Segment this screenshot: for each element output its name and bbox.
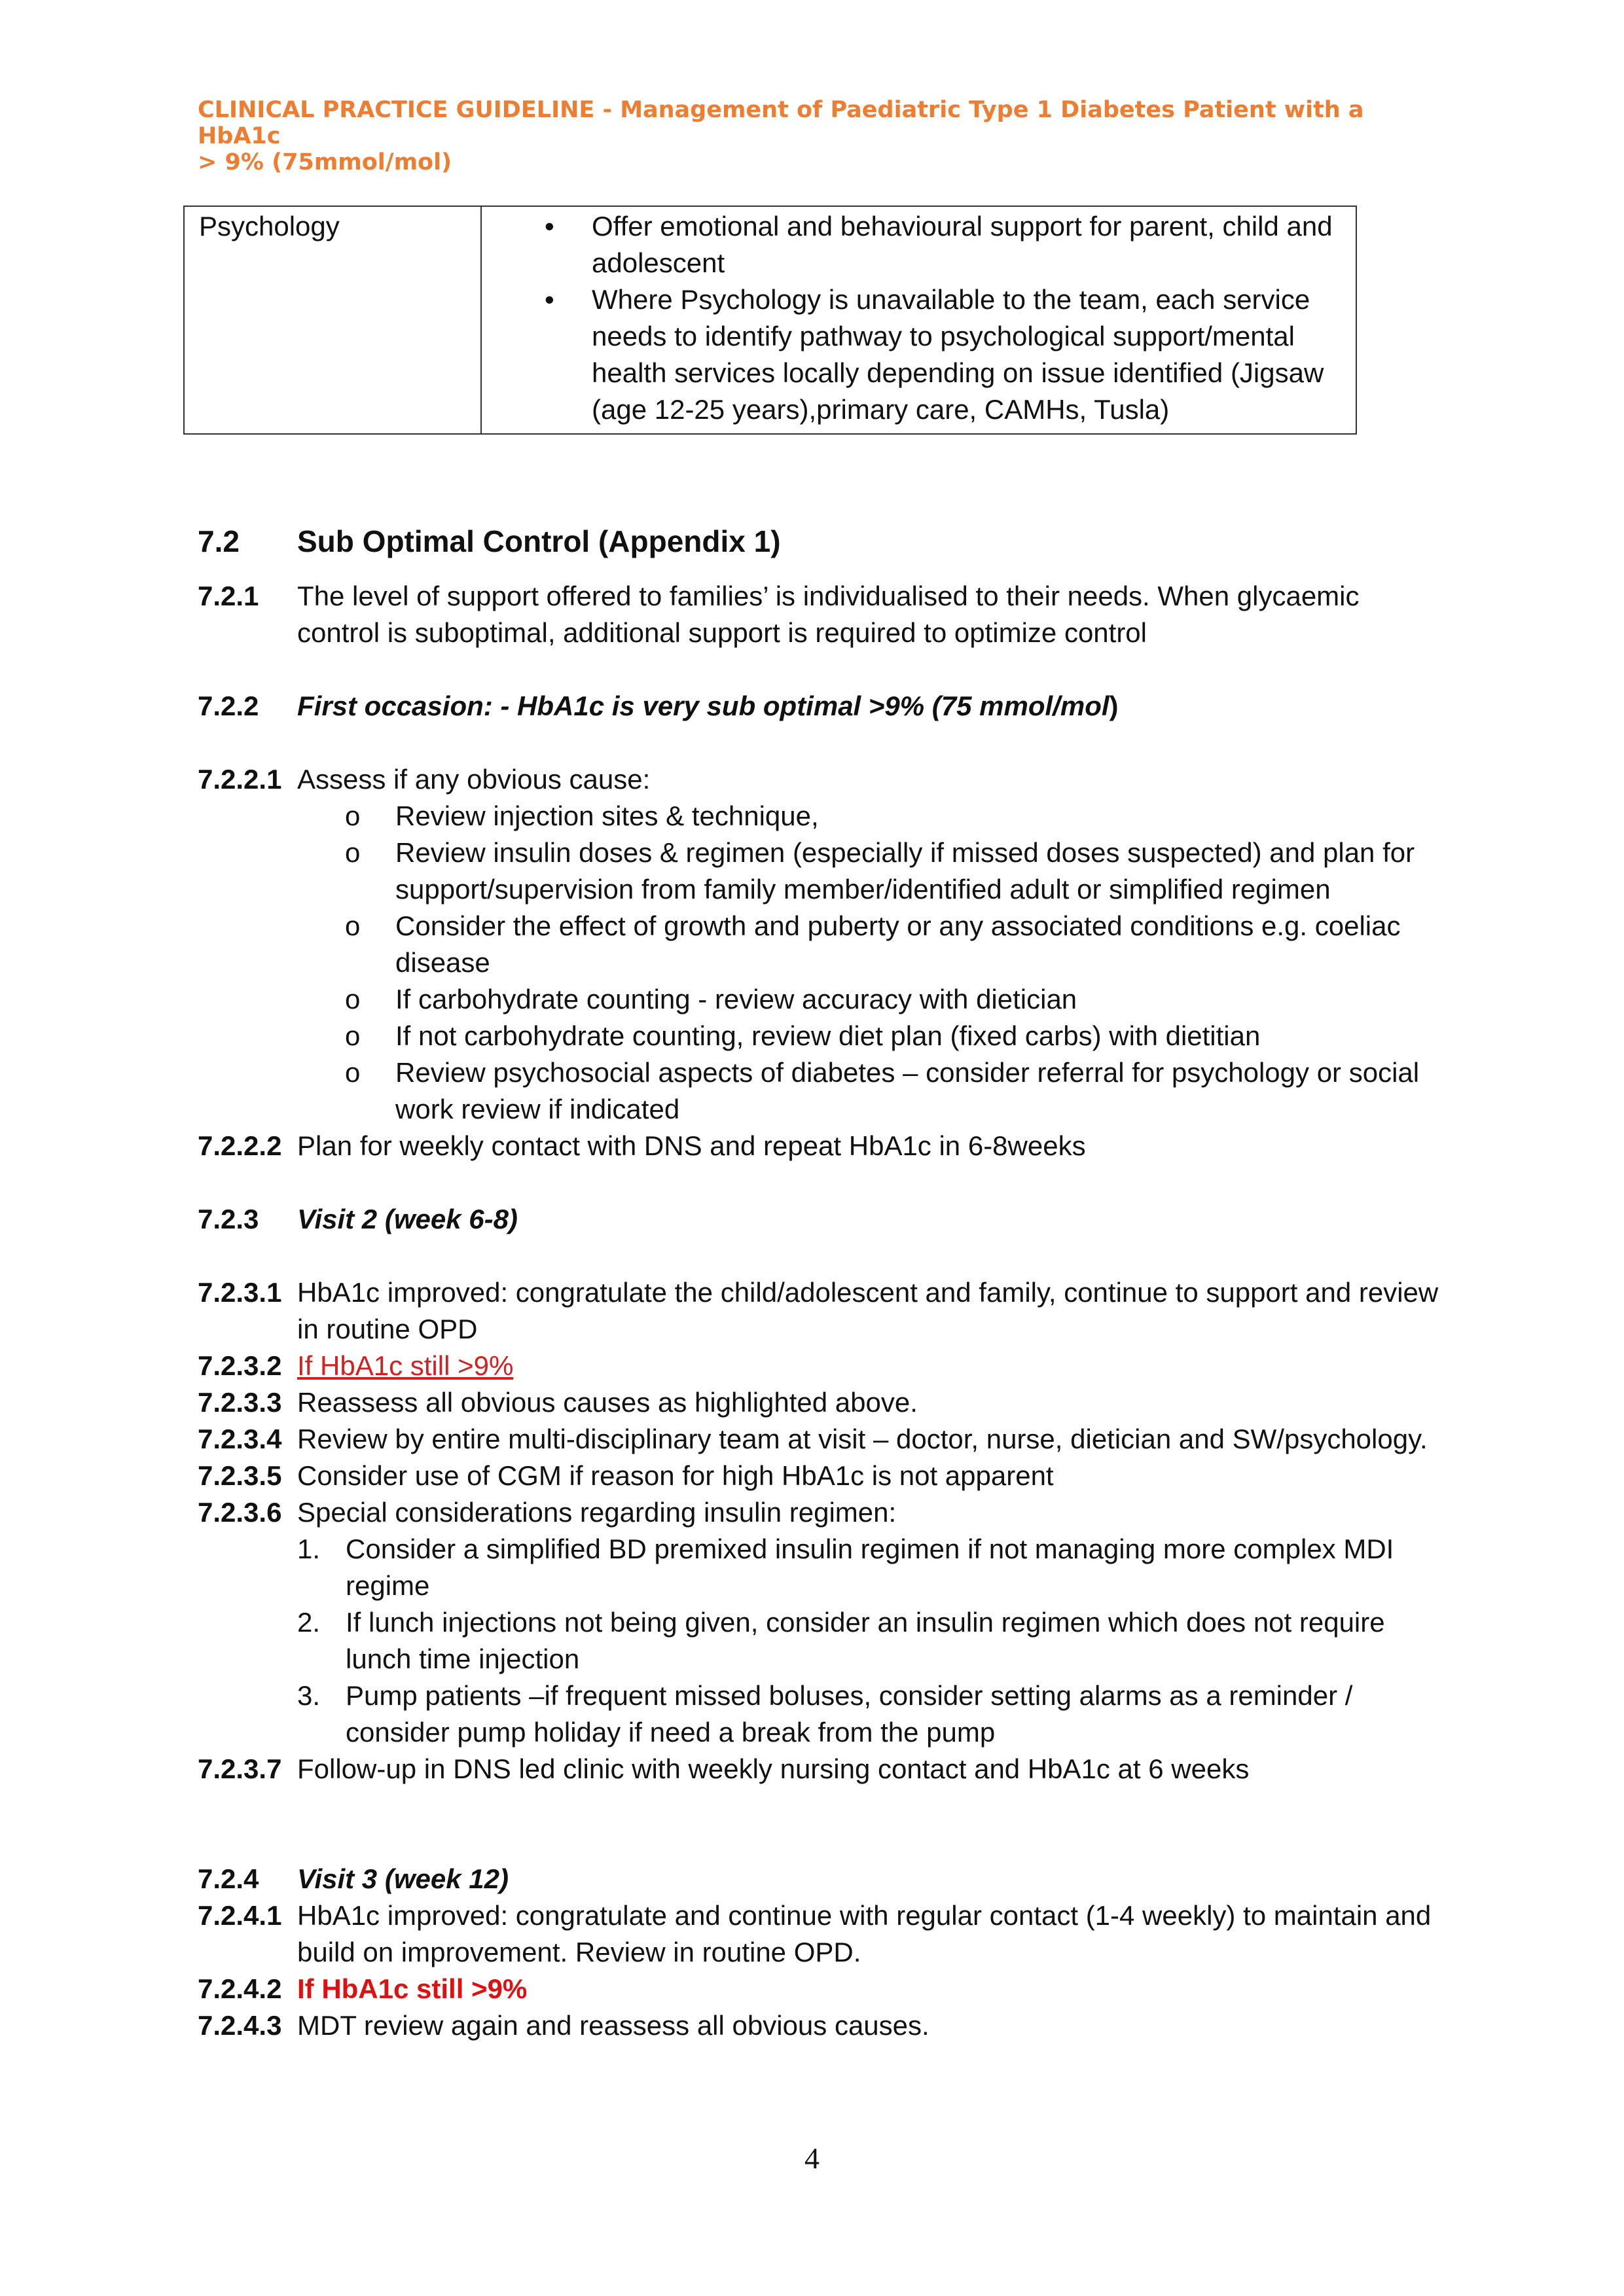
paragraph-7-2-3-3 bbox=[198, 1384, 1441, 1421]
paragraph-text: Consider use of CGM if reason for high HbA1c is not apparent bbox=[297, 1460, 1054, 1491]
list-item-text: Review injection sites & technique, bbox=[395, 800, 819, 831]
paragraph-7-2-4-3 bbox=[198, 2007, 1441, 2044]
list-item bbox=[198, 1531, 1441, 1604]
paragraph-7-2-3-5 bbox=[198, 1458, 1441, 1494]
paragraph-7-2-3-4 bbox=[198, 1421, 1441, 1458]
paragraph-text bbox=[297, 688, 1441, 725]
hba1c-still-high-warning: If HbA1c still >9% bbox=[297, 1973, 528, 2004]
visit-2-heading: Visit 2 (week 6-8) bbox=[297, 1204, 518, 1234]
paragraph-7-2-2 bbox=[198, 688, 1441, 725]
list-item bbox=[198, 1677, 1441, 1751]
list-item-text: If lunch injections not being given, consider an insulin regimen which does not require lunch time injection bbox=[346, 1607, 1385, 1674]
paragraph-7-2-3-1 bbox=[198, 1274, 1441, 1348]
page-number: 4 bbox=[804, 2142, 820, 2175]
table-row-content bbox=[481, 206, 1356, 434]
paragraph-7-2-1 bbox=[198, 578, 1441, 651]
paragraph-number: 7.2.3.6 bbox=[198, 1497, 282, 1528]
list-item-text: Consider the effect of growth and puberty or any associated conditions e.g. coeliac disease bbox=[395, 910, 1401, 978]
paragraph-number: 7.2.2 bbox=[198, 691, 259, 721]
paragraph-number: 7.2.4.3 bbox=[198, 2010, 282, 2041]
paragraph-number: 7.2.3.3 bbox=[198, 1387, 282, 1418]
list-item-text: Review insulin doses & regimen (especially if missed doses suspected) and plan for support/supervision from family member/identified adult or simplified regimen bbox=[395, 837, 1415, 905]
insulin-regimen-list bbox=[198, 1531, 1441, 1751]
circle-bullet-icon: o bbox=[345, 1020, 361, 1051]
circle-bullet-icon: o bbox=[345, 910, 361, 941]
paragraph-text: Follow-up in DNS led clinic with weekly nursing contact and HbA1c at 6 weeks bbox=[297, 1753, 1250, 1784]
paragraph-text: Special considerations regarding insulin regimen: bbox=[297, 1497, 897, 1528]
circle-bullet-icon: o bbox=[345, 984, 361, 1014]
paragraph-number: 7.2.4.2 bbox=[198, 1973, 282, 2004]
list-item bbox=[198, 908, 1441, 981]
list-item bbox=[198, 1604, 1441, 1677]
paragraph-number: 7.2.4.1 bbox=[198, 1900, 282, 1931]
paragraph-7-2-4-2 bbox=[198, 1971, 1441, 2007]
paragraph-number: 7.2.3.4 bbox=[198, 1424, 282, 1454]
paragraph-text: HbA1c improved: congratulate and continue with regular contact (1-4 weekly) to maintain and build on improvement. Review in routine OPD. bbox=[297, 1900, 1432, 1967]
paragraph-text: The level of support offered to families’ is individualised to their needs. When glycaemic control is suboptimal, additional support is required to optimize control bbox=[297, 581, 1360, 648]
first-occasion-label: First occasion: - HbA1c is very sub optimal >9% (75 mmol/mol bbox=[297, 691, 1110, 721]
header-title-line-1: CLINICAL PRACTICE GUIDELINE - Management of Paediatric Type 1 Diabetes Patient with a HbA1c bbox=[198, 97, 1364, 149]
header-title-line-2: > 9% (75mmol/mol) bbox=[198, 149, 452, 175]
paragraph-text: Plan for weekly contact with DNS and repeat HbA1c in 6-8weeks bbox=[297, 1130, 1086, 1161]
paragraph-7-2-3 bbox=[198, 1201, 1441, 1238]
paragraph-text: Reassess all obvious causes as highlighted above. bbox=[297, 1387, 918, 1418]
list-item-text: Where Psychology is unavailable to the team, each service needs to identify pathway to psychological support/mental health services locally depending on issue identified (Jigsaw (age 12-25 years),primary care, CAMHs, Tusla) bbox=[592, 284, 1324, 425]
paragraph-7-2-3-7 bbox=[198, 1751, 1441, 1787]
list-item bbox=[198, 981, 1441, 1018]
section-number: 7.2 bbox=[198, 524, 240, 558]
list-item-text: Review psychosocial aspects of diabetes – consider referral for psychology or social work review if indicated bbox=[395, 1057, 1420, 1124]
paragraph-7-2-2-1 bbox=[198, 761, 1441, 798]
circle-bullet-icon: o bbox=[345, 1057, 361, 1088]
list-item bbox=[482, 208, 1336, 281]
list-item-text: Consider a simplified BD premixed insulin regimen if not managing more complex MDI regime bbox=[346, 1534, 1394, 1601]
list-item bbox=[198, 1018, 1441, 1054]
circle-bullet-icon: o bbox=[345, 837, 361, 868]
list-item bbox=[198, 1054, 1441, 1128]
list-item-text: Offer emotional and behavioural support for parent, child and adolescent bbox=[592, 211, 1333, 278]
list-item bbox=[198, 834, 1441, 908]
paragraph-number: 7.2.4 bbox=[198, 1863, 259, 1894]
psychology-bullet-list bbox=[482, 208, 1336, 428]
paragraph-7-2-3-2 bbox=[198, 1348, 1441, 1384]
list-item-text: Pump patients –if frequent missed boluses, consider setting alarms as a reminder / consider pump holiday if need a break from the pump bbox=[346, 1680, 1353, 1748]
paragraph-7-2-3-6 bbox=[198, 1494, 1441, 1531]
paragraph-number: 7.2.3.7 bbox=[198, 1753, 282, 1784]
paragraph-text: Assess if any obvious cause: bbox=[297, 764, 651, 795]
table-row-label: Psychology bbox=[184, 206, 481, 434]
paragraph-text: HbA1c improved: congratulate the child/adolescent and family, continue to support and review in routine OPD bbox=[297, 1277, 1439, 1344]
closing-paren: ) bbox=[1109, 691, 1119, 721]
paragraph-number: 7.2.1 bbox=[198, 581, 259, 611]
bullet-icon: • bbox=[545, 211, 554, 242]
paragraph-number: 7.2.2.2 bbox=[198, 1130, 282, 1161]
circle-bullet-icon: o bbox=[345, 800, 361, 831]
page-header bbox=[198, 97, 1441, 175]
section-title: Sub Optimal Control (Appendix 1) bbox=[297, 524, 781, 558]
paragraph-7-2-2-2 bbox=[198, 1128, 1441, 1164]
list-item bbox=[198, 798, 1441, 834]
visit-3-heading: Visit 3 (week 12) bbox=[297, 1863, 509, 1894]
list-item bbox=[482, 281, 1336, 428]
paragraph-7-2-4 bbox=[198, 1861, 1441, 1897]
paragraph-number: 7.2.3.5 bbox=[198, 1460, 282, 1491]
section-heading bbox=[198, 523, 1441, 560]
paragraph-number: 7.2.2.1 bbox=[198, 764, 282, 795]
paragraph-text: MDT review again and reassess all obvious causes. bbox=[297, 2010, 929, 2041]
paragraph-number: 7.2.3 bbox=[198, 1204, 259, 1234]
table-row bbox=[184, 206, 1356, 434]
section-7-2 bbox=[198, 523, 1441, 2044]
paragraph-number: 7.2.3.2 bbox=[198, 1350, 282, 1381]
list-number: 3. bbox=[297, 1680, 321, 1711]
paragraph-number: 7.2.3.1 bbox=[198, 1277, 282, 1308]
paragraph-7-2-4-1 bbox=[198, 1897, 1441, 1971]
paragraph-text: Review by entire multi-disciplinary team at visit – doctor, nurse, dietician and SW/psychology. bbox=[297, 1424, 1428, 1454]
list-item-text: If not carbohydrate counting, review diet plan (fixed carbs) with dietitian bbox=[395, 1020, 1261, 1051]
list-item-text: If carbohydrate counting - review accuracy with dietician bbox=[395, 984, 1077, 1014]
list-number: 1. bbox=[297, 1534, 321, 1564]
list-number: 2. bbox=[297, 1607, 321, 1638]
obvious-cause-list bbox=[198, 798, 1441, 1128]
hba1c-still-high-link[interactable]: If HbA1c still >9% bbox=[297, 1350, 514, 1381]
bullet-icon: • bbox=[545, 284, 554, 315]
psychology-table bbox=[183, 206, 1357, 435]
